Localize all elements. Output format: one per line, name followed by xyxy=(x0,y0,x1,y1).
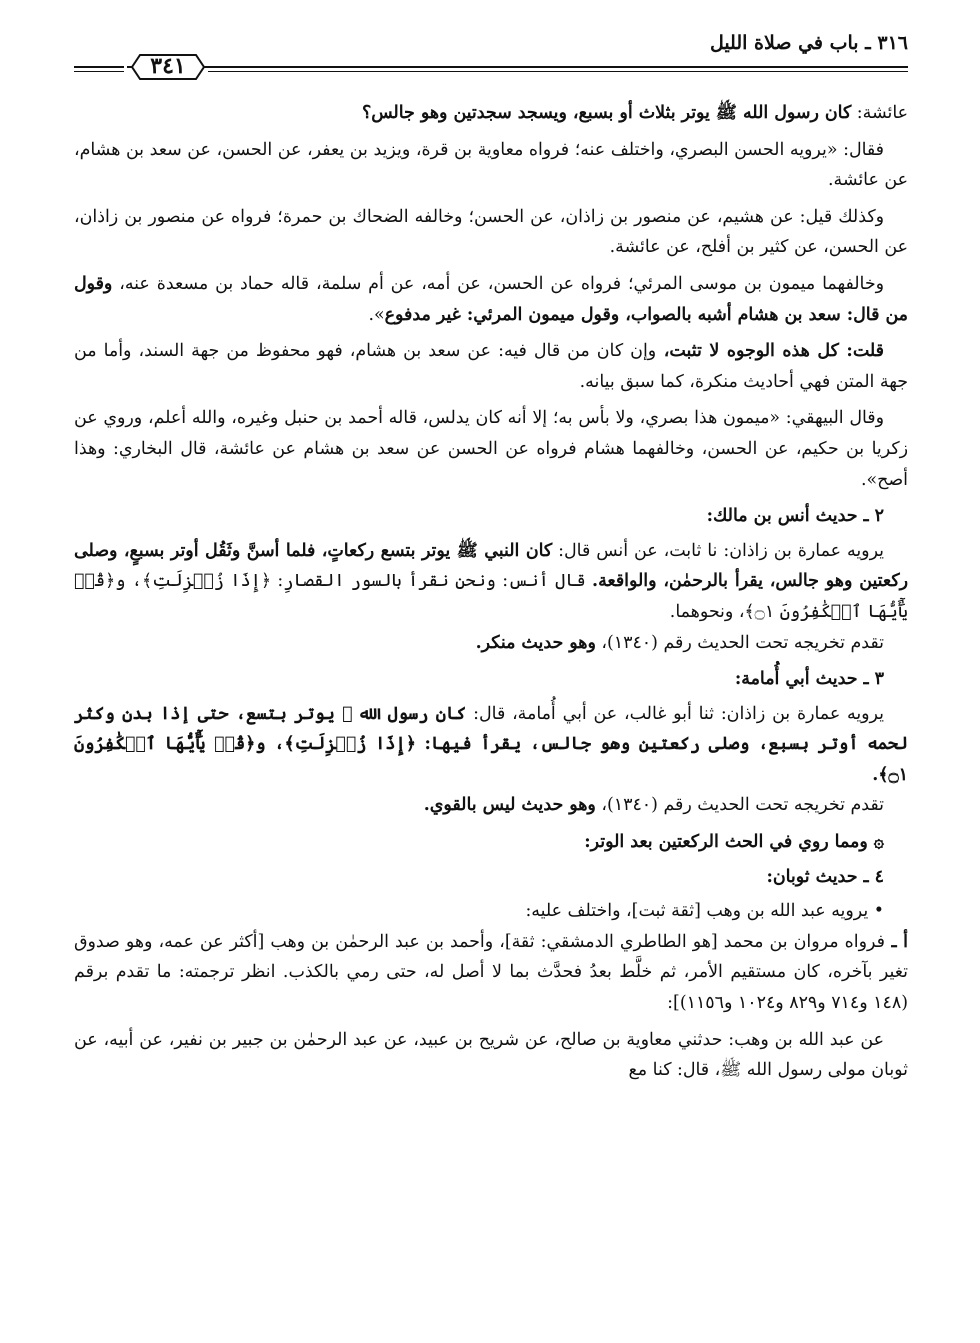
bold-text: ٣ ـ حديث أبي أُمامة: xyxy=(734,669,884,690)
text-run: تقدم تخريجه تحت الحديث رقم (١٣٤٠)، xyxy=(595,632,884,653)
body-paragraph xyxy=(74,202,908,263)
text-run: وخالفهما ميمون بن موسى المرئي؛ فرواه عن الحسن، عن أمه، عن أم سلمة، قاله حماد بن مسعدة عنه، xyxy=(112,273,884,294)
book-page xyxy=(74,30,908,1333)
text-run: وقال البيهقي: «ميمون هذا بصري، ولا بأس به؛ إلا أنه كان يدلس، قاله أحمد بن حنبل وغيره، والله أعلم، وروي عن زكريا بن حكيم، عن الحسن، وخالفهما هشام فرواه عن الحسن عن سعد بن هشام عن عائشة، قال البخاري: وهذا أصح». xyxy=(74,408,908,490)
body-paragraph xyxy=(74,699,908,791)
text-run: • يرويه عبد الله بن وهب [ثقة ثبت]، واختلف عليه: xyxy=(525,901,884,922)
bold-text: كان رسول الله ﷺ يوتر بثلاث أو بسبع، ويسجد سجدتين وهو جالس؟ xyxy=(362,103,852,123)
page-body xyxy=(74,98,908,1092)
text-run: فرواه مروان بن محمد [هو الطاطري الدمشقي: ثقة]، وأحمد بن عبد الرحمٰن بن وهب [أكثر عن عمه، وهو صدوق تغير بآخره، كان مستقيم الأمر، ثم خلَّط بعدُ فحدَّث بما لا أصل له، حتى رمي بالكذب. انظر ترجمته: ما تقدم برقم (١٤٨ و٧١٤ و٨٢٩ و١٠٢٤ و١١٥٦)]: xyxy=(74,931,908,1014)
body-paragraph xyxy=(74,927,908,1019)
bold-text: ۞ ومما روي في الحث الركعتين بعد الوتر: xyxy=(584,832,884,853)
bold-text: وقول من قال: سعد بن هشام أشبه بالصواب، وقول ميمون المرئي: غير مدفوع xyxy=(74,273,908,325)
bold-text: قلت: كل هذه الوجوه لا تثبت، xyxy=(656,341,884,362)
body-paragraph xyxy=(74,1025,908,1086)
section-heading xyxy=(74,827,908,858)
bold-text: وهو حديث منكر. xyxy=(475,632,596,653)
text-run: يرويه عمارة بن زاذان: ثنا أبو غالب، عن أبي أُمامة، قال: xyxy=(466,703,884,724)
header-rule-thin xyxy=(208,71,908,72)
text-run: وكذلك قيل: عن هشيم، عن منصور بن زاذان، عن الحسن؛ وخالفه الضحاك بن حمرة؛ فرواه عن منصور بن زاذان، عن الحسن، عن كثير بن أفلح، عن عائشة. xyxy=(74,206,908,258)
section-heading xyxy=(74,501,908,532)
bold-text: كان النبي ﷺ يوتر بتسع ركعاتٍ، فلما أسنَّ وثَقُل أوتر بسبعٍ، وصلى ركعتين وهو جالس، يقرأ بالرحمٰن، والواقعة. xyxy=(74,540,909,592)
text-run: عائشة: xyxy=(851,103,908,123)
section-heading xyxy=(74,664,908,695)
header-rule-left xyxy=(74,66,124,68)
header-rule-left-thin xyxy=(74,71,124,72)
body-paragraph xyxy=(74,403,908,495)
running-head: ٣١٦ ـ باب في صلاة الليل xyxy=(709,32,908,54)
page-number: ٣٤١ xyxy=(150,53,186,79)
text-run: عن عبد الله بن وهب: حدثني معاوية بن صالح، عن شريح بن عبيد، عن عبد الرحمٰن بن جبير بن نفير، عن أبيه، عن ثوبان مولى رسول الله ﷺ، قال: كنا مع xyxy=(74,1029,908,1081)
body-paragraph xyxy=(74,790,908,821)
bold-text: ٢ ـ حديث أنس بن مالك: xyxy=(706,506,884,527)
text-run: قال أنس: ونحن نقرأ بالسور القصارِ: ﴿إِذَا زُلۡزِلَتِ﴾، و﴿قُلۡ يَٰٓأَيُّهَا ٱلۡكَٰفِرُونَ ۝١﴾، ونحوهما. xyxy=(74,571,908,622)
body-paragraph xyxy=(74,896,908,927)
text-run: ». xyxy=(368,304,385,325)
body-paragraph xyxy=(74,336,908,397)
text-run: يرويه عمارة بن زاذان: نا ثابت، عن أنس قال: xyxy=(552,540,884,561)
body-paragraph xyxy=(74,135,908,196)
bold-text: ٤ ـ حديث ثوبان: xyxy=(766,866,884,887)
body-paragraph xyxy=(74,628,908,659)
bold-text: وهو حديث ليس بالقوي. xyxy=(423,795,596,816)
page-header xyxy=(74,30,908,92)
text-run: وإن كان من قال فيه: عن سعد بن هشام، فهو محفوظ من جهة السند، وأما من جهة المتن فهي أحاديث منكرة، كما سبق بيانه. xyxy=(74,341,908,392)
bold-text: أ ـ xyxy=(884,931,908,952)
text-run: فقال: «يرويه الحسن البصري، واختلف عنه؛ فرواه معاوية بن قرة، ويزيد بن يعفر، عن الحسن، عن سعد بن هشام، عن عائشة. xyxy=(74,139,908,191)
text-run: تقدم تخريجه تحت الحديث رقم (١٣٤٠)، xyxy=(595,795,884,816)
page-number-ornament xyxy=(126,51,210,83)
bold-text: كان رسول الله ﷺ يوتر بتسع، حتى إذا بدن وكثر لحمه أوتر بسبع، وصلى ركعتين وهو جالس، يقرأ فيها: ﴿إِذَا زُلۡزِلَتِ﴾، و﴿قُلۡ يَٰٓأَيُّهَا ٱلۡكَٰفِرُونَ ۝١﴾. xyxy=(74,703,908,785)
body-paragraph xyxy=(74,98,908,129)
header-rule xyxy=(208,66,908,68)
section-heading xyxy=(74,862,908,893)
body-paragraph xyxy=(74,536,908,628)
body-paragraph xyxy=(74,269,908,330)
